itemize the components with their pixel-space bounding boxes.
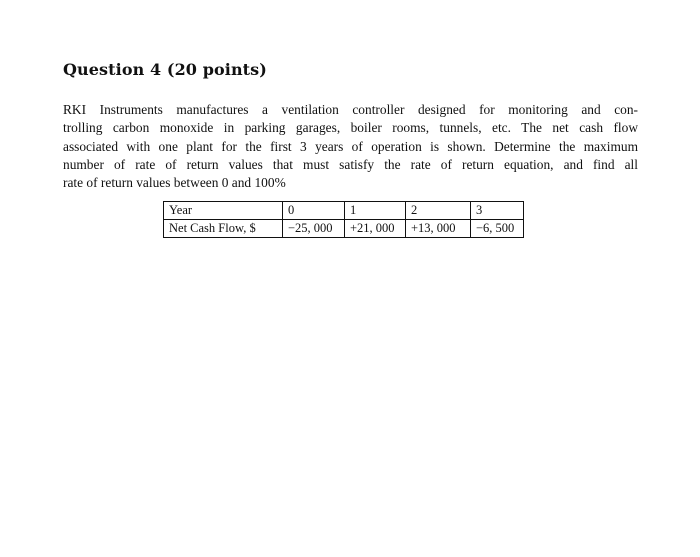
cash-flow-header-cell: Net Cash Flow, $ (164, 220, 283, 238)
question-body-line: number of rate of return values that must satisfy the rate of return equation, and find all (63, 156, 638, 172)
year-cell: 1 (345, 202, 406, 220)
year-cell: 0 (283, 202, 345, 220)
cash-flow-cell: −25, 000 (283, 220, 345, 238)
question-body-line: associated with one plant for the first 3 years of operation is shown. Determine the maximum (63, 138, 638, 154)
year-row (164, 202, 524, 220)
cash-flow-table (163, 201, 524, 238)
year-header-cell: Year (164, 202, 283, 220)
question-body (63, 101, 638, 192)
cash-flow-cell: +21, 000 (345, 220, 406, 238)
cash-flow-row (164, 220, 524, 238)
question-body-line: RKI Instruments manufactures a ventilation controller designed for monitoring and con- (63, 102, 638, 117)
cash-flow-cell: −6, 500 (471, 220, 524, 238)
question-heading: Question 4 (20 points) (63, 60, 267, 79)
question-body-line: rate of return values between 0 and 100% (63, 175, 286, 191)
year-cell: 3 (471, 202, 524, 220)
year-cell: 2 (406, 202, 471, 220)
question-body-line: trolling carbon monoxide in parking garages, boiler rooms, tunnels, etc. The net cash flow (63, 120, 638, 136)
cash-flow-cell: +13, 000 (406, 220, 471, 238)
